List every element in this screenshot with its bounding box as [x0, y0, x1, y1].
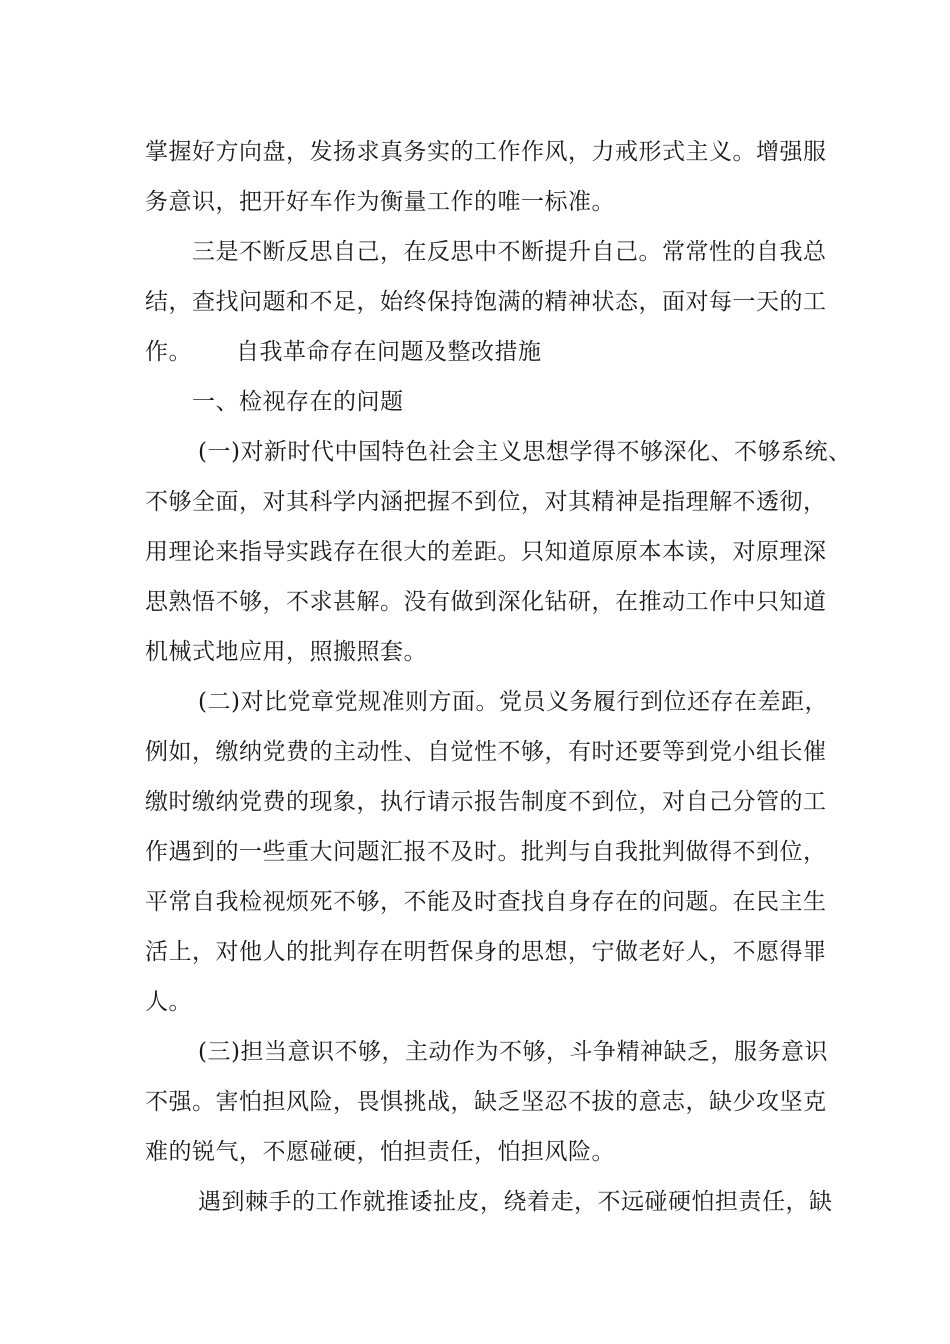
- text-line-20: (三)担当意识不够，主动作为不够，斗争精神缺乏，服务意识: [198, 1039, 828, 1065]
- text-line-23: 遇到棘手的工作就推诿扯皮，绕着走，不远碰硬怕担责任，缺: [198, 1189, 833, 1215]
- text-line-3: 三是不断反思自己，在反思中不断提升自己。常常性的自我总: [192, 239, 827, 265]
- text-line-10: 用理论来指导实践存在很大的差距。只知道原原本本读，对原理深: [145, 539, 827, 565]
- text-line-19: 人。: [145, 989, 192, 1015]
- text-line-8: (一)对新时代中国特色社会主义思想学得不够深化、不够系统、: [198, 439, 852, 465]
- text-line-1: 掌握好方向盘，发扬求真务实的工作作风，力戒形式主义。增强服: [145, 139, 827, 165]
- text-line-22: 难的锐气，不愿碰硬，怕担责任，怕担风险。: [145, 1139, 615, 1165]
- text-line-18: 活上，对他人的批判存在明哲保身的思想，宁做老好人，不愿得罪: [145, 939, 827, 965]
- text-line-15: 缴时缴纳党费的现象，执行请示报告制度不到位，对自己分管的工: [145, 789, 827, 815]
- text-line-17: 平常自我检视烦死不够，不能及时查找自身存在的问题。在民主生: [145, 889, 827, 915]
- text-line-16: 作遇到的一些重大问题汇报不及时。批判与自我批判做得不到位，: [145, 839, 827, 865]
- text-line-12: 机械式地应用，照搬照套。: [145, 639, 427, 665]
- section-heading: 自我革命存在问题及整改措施: [236, 339, 542, 365]
- text-line-5: 作。: [145, 339, 192, 365]
- text-line-13: (二)对比党章党规准则方面。党员义务履行到位还存在差距，: [198, 689, 828, 715]
- subsection-heading: 一、检视存在的问题: [192, 389, 404, 415]
- text-line-9: 不够全面，对其科学内涵把握不到位，对其精神是指理解不透彻，: [145, 489, 827, 515]
- text-line-2: 务意识，把开好车作为衡量工作的唯一标准。: [145, 189, 615, 215]
- text-line-11: 思熟悟不够，不求甚解。没有做到深化钻研，在推动工作中只知道: [145, 589, 827, 615]
- text-line-21: 不强。害怕担风险，畏惧挑战，缺乏坚忍不拔的意志，缺少攻坚克: [145, 1089, 827, 1115]
- text-line-4: 结，查找问题和不足，始终保持饱满的精神状态，面对每一天的工: [145, 289, 827, 315]
- text-line-14: 例如，缴纳党费的主动性、自觉性不够，有时还要等到党小组长催: [145, 739, 827, 765]
